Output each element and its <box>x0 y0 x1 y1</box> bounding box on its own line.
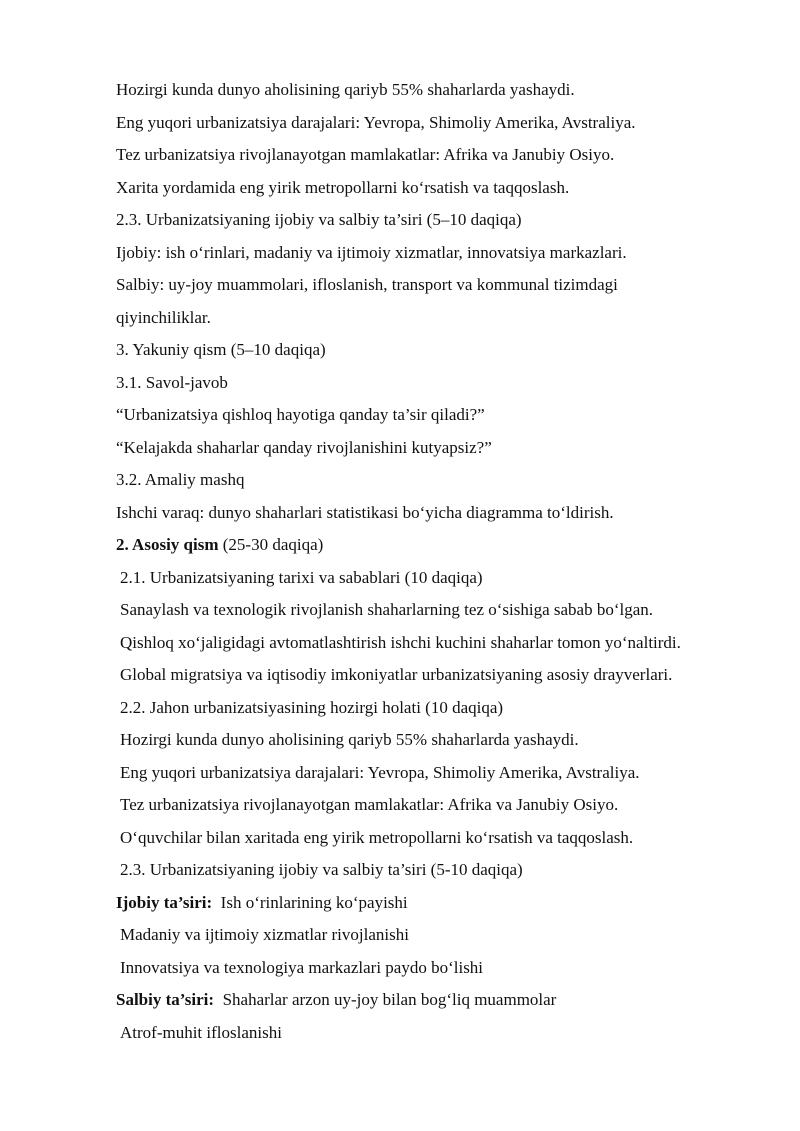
text-line: Hozirgi kunda dunyo aholisining qariyb 55% shaharlarda yashaydi. <box>120 730 579 749</box>
question-line: “Kelajakda shaharlar qanday rivojlanishini kutyapsiz?” <box>116 437 492 457</box>
text-line: Eng yuqori urbanizatsiya darajalari: Yevropa, Shimoliy Amerika, Avstraliya. <box>116 112 636 132</box>
section-heading: 2.3. Urbanizatsiyaning ijobiy va salbiy ta’siri (5–10 daqiqa) <box>116 210 522 229</box>
text-line: Qishloq xo‘jaligidagi avtomatlashtirish ishchi kuchini shaharlar tomon yo‘naltirdi. <box>120 632 681 652</box>
negative-effects-line <box>116 984 776 1017</box>
document-body <box>116 74 776 1049</box>
question-line: “Urbanizatsiya qishloq hayotiga qanday ta’sir qiladi?” <box>116 405 485 424</box>
text-line: Madaniy va ijtimoiy xizmatlar rivojlanishi <box>120 925 409 944</box>
negative-text: Shaharlar arzon uy-joy bilan bog‘liq muammolar <box>214 990 557 1009</box>
text-line: Global migratsiya va iqtisodiy imkoniyatlar urbanizatsiyaning asosiy drayverlari. <box>120 665 673 684</box>
section-heading: 3. Yakuniy qism (5–10 daqiqa) <box>116 340 326 359</box>
text-line: Tez urbanizatsiya rivojlanayotgan mamlakatlar: Afrika va Janubiy Osiyo. <box>116 145 615 164</box>
subsection-heading: 2.1. Urbanizatsiyaning tarixi va sabablari (10 daqiqa) <box>120 567 483 587</box>
text-line: Innovatsiya va texnologiya markazlari paydo bo‘lishi <box>120 957 484 977</box>
subsection-heading: 2.2. Jahon urbanizatsiyasining hozirgi holati (10 daqiqa) <box>120 697 504 717</box>
text-line: Ijobiy: ish o‘rinlari, madaniy va ijtimoiy xizmatlar, innovatsiya markazlari. <box>116 242 627 262</box>
main-section-heading <box>116 529 776 562</box>
text-line: qiyinchiliklar. <box>116 307 211 327</box>
subsection-heading: 2.3. Urbanizatsiyaning ijobiy va salbiy ta’siri (5-10 daqiqa) <box>120 860 523 879</box>
text-line: Hozirgi kunda dunyo aholisining qariyb 55% shaharlarda yashaydi. <box>116 80 575 99</box>
subsection-heading: 3.2. Amaliy mashq <box>116 470 245 489</box>
subsection-heading: 3.1. Savol-javob <box>116 372 228 392</box>
text-line: Ishchi varaq: dunyo shaharlari statistikasi bo‘yicha diagramma to‘ldirish. <box>116 502 614 522</box>
heading-rest-text: (25-30 daqiqa) <box>218 535 324 554</box>
text-line: O‘quvchilar bilan xaritada eng yirik metropollarni ko‘rsatish va taqqoslash. <box>120 827 634 847</box>
text-line: Eng yuqori urbanizatsiya darajalari: Yevropa, Shimoliy Amerika, Avstraliya. <box>120 762 640 782</box>
text-line: Xarita yordamida eng yirik metropollarni ko‘rsatish va taqqoslash. <box>116 177 570 197</box>
negative-label: Salbiy ta’siri: <box>116 990 215 1009</box>
positive-label: Ijobiy ta’siri: <box>116 892 213 912</box>
positive-effects-line <box>116 887 776 920</box>
positive-text: Ish o‘rinlarining ko‘payishi <box>212 892 408 912</box>
text-line: Atrof-muhit ifloslanishi <box>120 1022 282 1042</box>
heading-bold-text: 2. Asosiy qism <box>116 535 219 554</box>
text-line: Salbiy: uy-joy muammolari, ifloslanish, transport va kommunal tizimdagi <box>116 275 618 294</box>
text-line: Tez urbanizatsiya rivojlanayotgan mamlakatlar: Afrika va Janubiy Osiyo. <box>120 795 619 814</box>
text-line: Sanaylash va texnologik rivojlanish shaharlarning tez o‘sishiga sabab bo‘lgan. <box>120 600 654 619</box>
